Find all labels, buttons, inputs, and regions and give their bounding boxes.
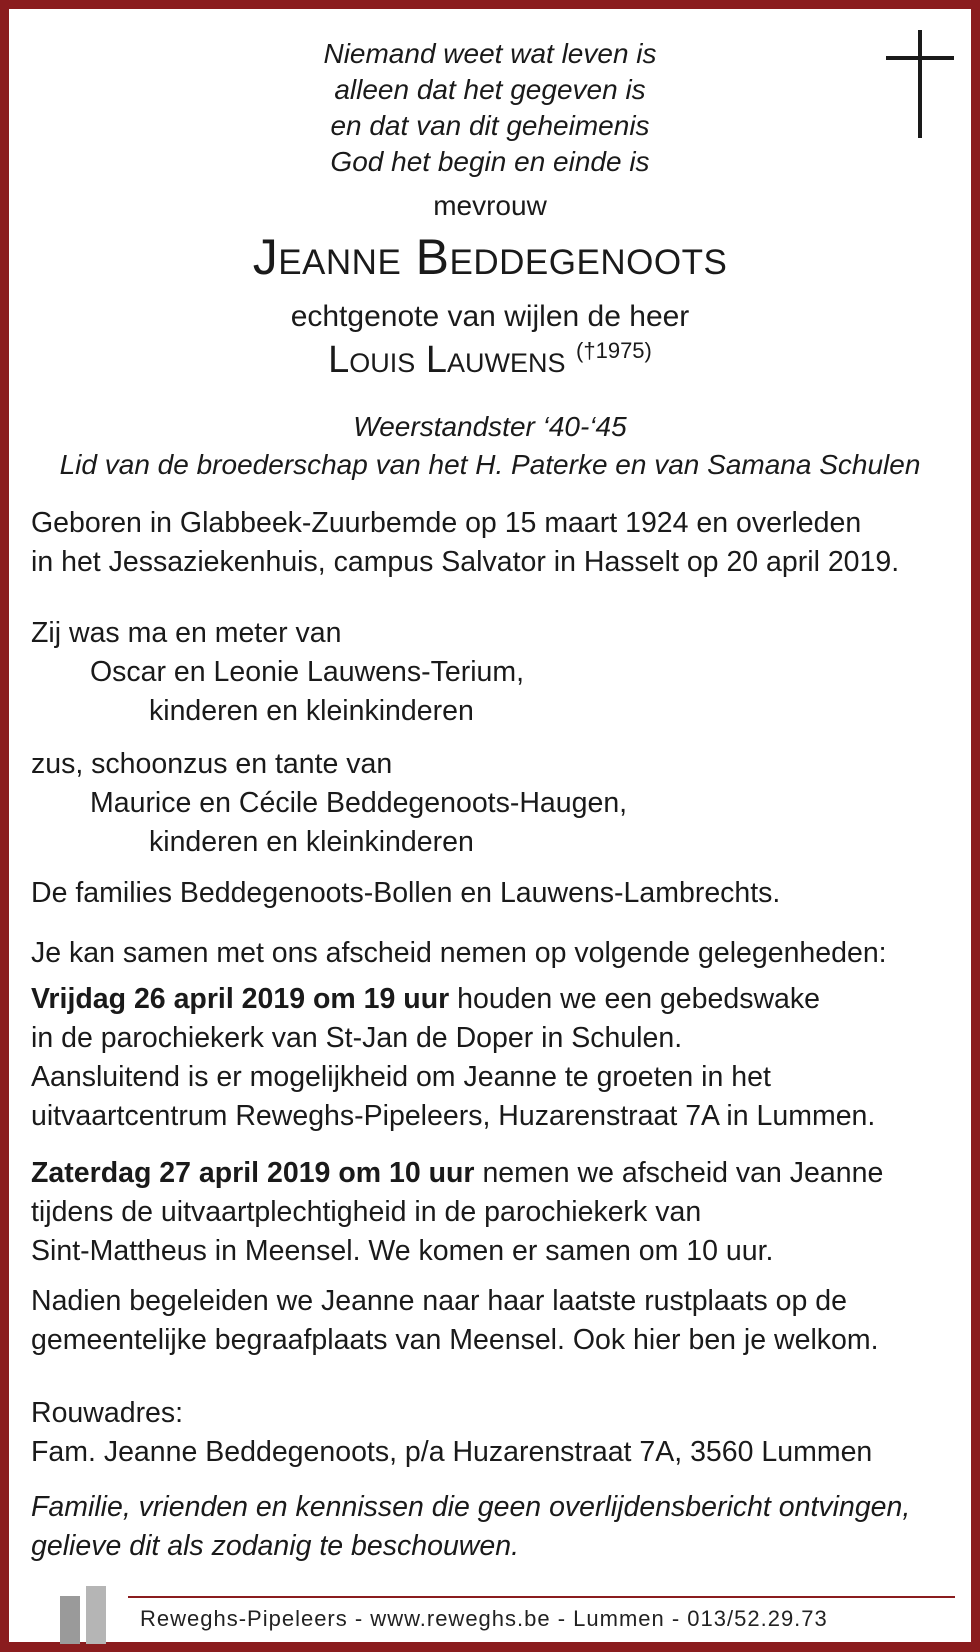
role-line: Weerstandster ‘40-‘45 — [353, 411, 627, 442]
poem-line: Niemand weet wat leven is — [323, 38, 657, 69]
family-intro: zus, schoonzus en tante van — [31, 748, 393, 780]
burial-paragraph — [31, 1282, 956, 1360]
address-block — [31, 1394, 956, 1472]
spouse-intro: echtgenote van wijlen de heer — [290, 300, 690, 333]
family-block-2 — [31, 745, 956, 862]
event-line: uitvaartcentrum Reweghs-Pipeleers, Huzarenstraat 7A in Lummen. — [31, 1100, 876, 1132]
address: Fam. Jeanne Beddegenoots, p/a Huzarenstraat 7A, 3560 Lummen — [31, 1436, 873, 1468]
birth-paragraph — [31, 504, 956, 582]
footer-divider — [128, 1596, 955, 1598]
event-2 — [31, 1154, 956, 1271]
families-line: De families Beddegenoots-Bollen en Lauwens-Lambrechts. — [31, 877, 781, 909]
spouse-year: (†1975) — [576, 338, 652, 363]
event-1-date: Vrijdag 26 april 2019 om 19 uur — [31, 983, 450, 1015]
event-2-rest: nemen we afscheid van Jeanne — [474, 1157, 884, 1189]
event-line: tijdens de uitvaartplechtigheid in de parochiekerk van — [31, 1196, 702, 1228]
event-2-date: Zaterdag 27 april 2019 om 10 uur — [31, 1157, 475, 1189]
note-line: Familie, vrienden en kennissen die geen overlijdensbericht ontvingen, — [31, 1491, 911, 1523]
birth-line: Geboren in Glabbeek-Zuurbemde op 15 maart 1924 en overleden — [31, 507, 862, 539]
burial-line: gemeentelijke begraafplaats van Meensel. Ook hier ben je welkom. — [31, 1324, 879, 1356]
event-line: in de parochiekerk van St-Jan de Doper in Schulen. — [31, 1022, 683, 1054]
roles — [0, 408, 980, 484]
family-names: Maurice en Cécile Beddegenoots-Haugen, — [90, 787, 628, 819]
event-line: Sint-Mattheus in Meensel. We komen er samen om 10 uur. — [31, 1235, 774, 1267]
family-names: Oscar en Leonie Lauwens-Terium, — [90, 656, 525, 688]
family-block-1 — [31, 614, 956, 731]
family-descendants: kinderen en kleinkinderen — [149, 826, 474, 858]
event-1-first-line — [31, 980, 956, 1019]
note-line: gelieve dit als zodanig te beschouwen. — [31, 1530, 519, 1562]
event-2-first-line — [31, 1154, 956, 1193]
poem — [0, 36, 980, 180]
event-line: Aansluitend is er mogelijkheid om Jeanne te groeten in het — [31, 1061, 771, 1093]
farewell-intro: Je kan samen met ons afscheid nemen op volgende gelegenheden: — [31, 937, 887, 969]
poem-line: alleen dat het gegeven is — [334, 74, 646, 105]
burial-line: Nadien begeleiden we Jeanne naar haar laatste rustplaats op de — [31, 1285, 847, 1317]
footer-contact: Reweghs-Pipeleers - www.reweghs.be - Lummen - 013/52.29.73 — [140, 1606, 828, 1631]
spouse-name: Louis Lauwens — [328, 339, 566, 381]
address-label: Rouwadres: — [31, 1397, 184, 1429]
note — [31, 1488, 956, 1566]
family-intro: Zij was ma en meter van — [31, 617, 342, 649]
deceased-name: Jeanne Beddegenoots — [252, 229, 728, 285]
spouse-line — [0, 338, 980, 382]
event-1 — [31, 980, 956, 1136]
funeral-home-logo — [60, 1586, 112, 1644]
poem-line: God het begin en einde is — [330, 146, 650, 177]
family-descendants: kinderen en kleinkinderen — [149, 695, 474, 727]
role-line: Lid van de broederschap van het H. Paterke en van Samana Schulen — [59, 449, 921, 480]
birth-line: in het Jessaziekenhuis, campus Salvator in Hasselt op 20 april 2019. — [31, 546, 900, 578]
title: mevrouw — [433, 190, 547, 221]
poem-line: en dat van dit geheimenis — [330, 110, 650, 141]
event-1-rest: houden we een gebedswake — [449, 983, 820, 1015]
